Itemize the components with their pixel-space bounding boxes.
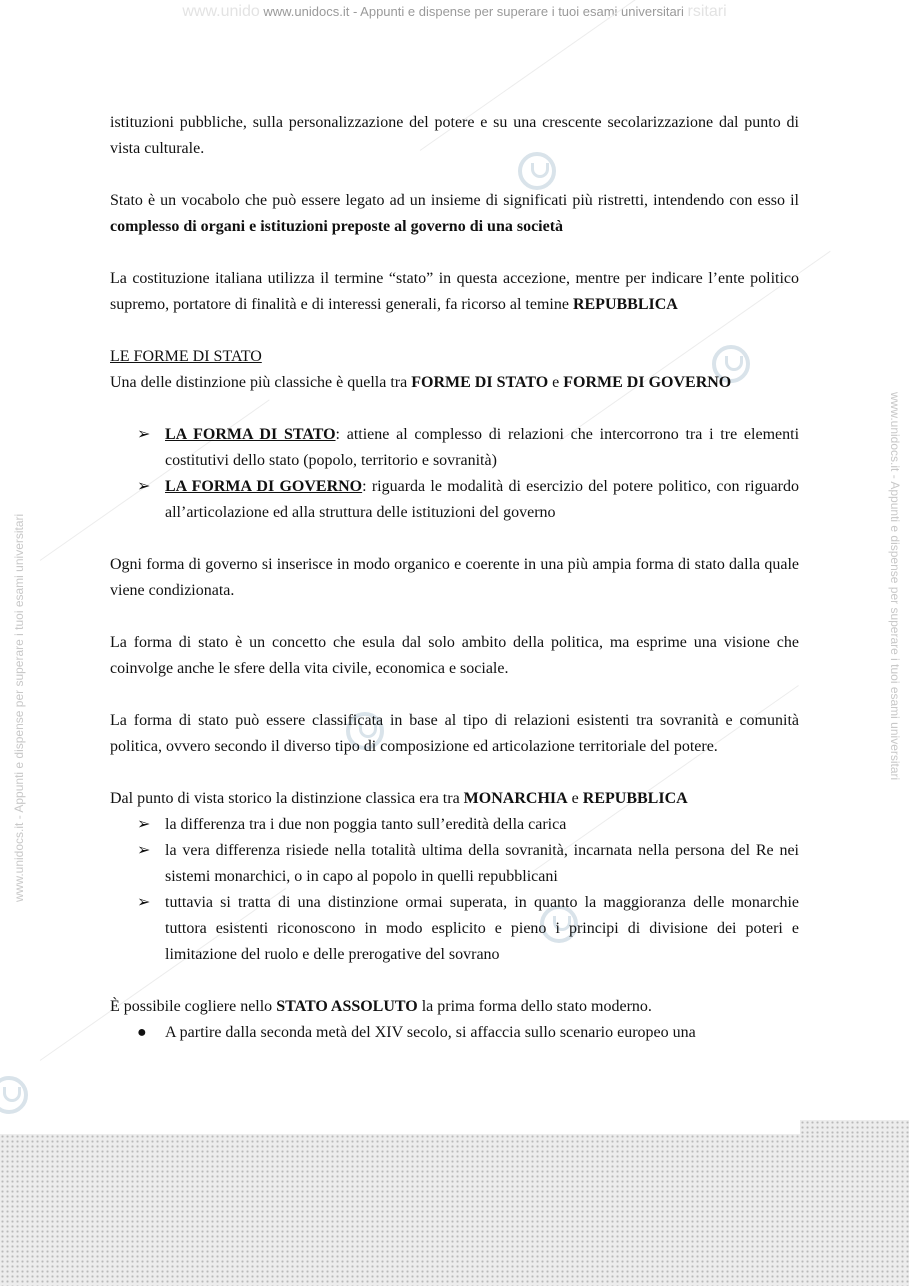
paragraph bbox=[110, 266, 799, 318]
list-item bbox=[110, 890, 799, 968]
watermark-header-text: www.unidocs.it - Appunti e dispense per superare i tuoi esami universitari bbox=[263, 4, 684, 19]
paragraph-bold: MONARCHIA bbox=[463, 790, 568, 807]
arrow-bullet-icon: ➢ bbox=[137, 426, 151, 443]
paragraph-text: e bbox=[548, 374, 564, 391]
arrow-bullet-icon: ➢ bbox=[137, 478, 151, 495]
paragraph: La forma di stato può essere classificata in base al tipo di relazioni esistenti tra sovranità e comunità politica, ovvero secondo il diverso tipo di composizione ed articolazione territoriale del potere. bbox=[110, 712, 799, 755]
paragraph bbox=[110, 994, 799, 1020]
paragraph bbox=[110, 786, 799, 812]
preview-mask-step bbox=[800, 1120, 909, 1134]
arrow-bullet-icon: ➢ bbox=[137, 894, 151, 911]
document-body bbox=[110, 110, 799, 1072]
paragraph: La forma di stato è un concetto che esula dal solo ambito della politica, ma esprime una visione che coinvolge anche le sfere della vita civile, economica e sociale. bbox=[110, 634, 799, 677]
watermark-ghost-right: rsitari bbox=[687, 3, 727, 20]
paragraph-text: È possibile cogliere nello bbox=[110, 998, 277, 1015]
watermark-logo-icon bbox=[0, 1076, 28, 1114]
preview-mask bbox=[0, 1134, 909, 1286]
arrow-bullet-icon: ➢ bbox=[137, 842, 151, 859]
list-item-text: la vera differenza risiede nella totalità ultima della sovranità, incarnata nella persona del Re nei sistemi monarchici, o in capo al popolo in quelli repubblicani bbox=[165, 842, 799, 885]
list-item bbox=[110, 474, 799, 526]
paragraph: istituzioni pubbliche, sulla personalizzazione del potere e su una crescente secolarizzazione dal punto di vista culturale. bbox=[110, 114, 799, 157]
paragraph-text: Una delle distinzione più classiche è quella tra bbox=[110, 374, 412, 391]
list-item bbox=[110, 838, 799, 890]
side-watermark-left: www.unidocs.it - Appunti e dispense per superare i tuoi esami universitari bbox=[12, 513, 26, 902]
list-item-text: : attiene al complesso di relazioni che intercorrono tra i tre elementi costitutivi dello stato (popolo, territorio e sovranità) bbox=[165, 426, 800, 469]
history-list bbox=[110, 812, 799, 968]
section-heading: LE FORME DI STATO bbox=[110, 348, 262, 365]
watermark-ghost-left: www.unido bbox=[182, 3, 260, 20]
paragraph-text: e bbox=[567, 790, 583, 807]
paragraph-bold: FORME DI GOVERNO bbox=[563, 374, 732, 391]
list-item bbox=[110, 1020, 799, 1046]
side-watermark-right: www.unidocs.it - Appunti e dispense per superare i tuoi esami universitari bbox=[888, 392, 902, 781]
list-item-text: A partire dalla seconda metà del XIV secolo, si affaccia sullo scenario europeo una bbox=[165, 1024, 696, 1041]
paragraph-text: la prima forma dello stato moderno. bbox=[417, 998, 652, 1015]
forms-list bbox=[110, 422, 799, 526]
paragraph-bold: STATO ASSOLUTO bbox=[276, 998, 418, 1015]
list-item bbox=[110, 422, 799, 474]
list-item-text: : riguarda le modalità di esercizio del potere politico, con riguardo all’articolazione ed alla struttura delle istituzioni del governo bbox=[165, 478, 799, 521]
dot-bullet-icon: ● bbox=[137, 1024, 147, 1041]
paragraph-text: Stato è un vocabolo che può essere legato ad un insieme di significati più ristretti, intendendo con esso il bbox=[110, 192, 799, 209]
paragraph-text: Dal punto di vista storico la distinzione classica era tra bbox=[110, 790, 464, 807]
header-watermark bbox=[0, 3, 909, 21]
list-item-text: tuttavia si tratta di una distinzione ormai superata, in quanto la maggioranza delle monarchie tuttora esistenti riconoscono in modo esplicito e pieno i principi di divisione dei poteri e limitazione del ruolo e delle prerogative del sovrano bbox=[165, 894, 799, 963]
paragraph: Ogni forma di governo si inserisce in modo organico e coerente in una più ampia forma di stato dalla quale viene condizionata. bbox=[110, 556, 799, 599]
paragraph-bold: complesso di organi e istituzioni preposte al governo di una società bbox=[110, 218, 564, 235]
list-item-text: la differenza tra i due non poggia tanto sull’eredità della carica bbox=[165, 816, 567, 833]
list-item-term: LA FORMA DI GOVERNO bbox=[165, 478, 363, 495]
paragraph-text: La costituzione italiana utilizza il termine “stato” in questa accezione, mentre per indicare l’ente politico supremo, portatore di finalità e di interessi generali, fa ricorso al temine bbox=[110, 270, 799, 313]
paragraph-bold: REPUBBLICA bbox=[572, 296, 678, 313]
arrow-bullet-icon: ➢ bbox=[137, 816, 151, 833]
paragraph-bold: FORME DI STATO bbox=[411, 374, 549, 391]
paragraph bbox=[110, 188, 799, 240]
paragraph bbox=[110, 370, 799, 396]
absolute-list bbox=[110, 1020, 799, 1046]
list-item-term: LA FORMA DI STATO bbox=[165, 426, 336, 443]
list-item bbox=[110, 812, 799, 838]
paragraph-bold: REPUBBLICA bbox=[582, 790, 688, 807]
